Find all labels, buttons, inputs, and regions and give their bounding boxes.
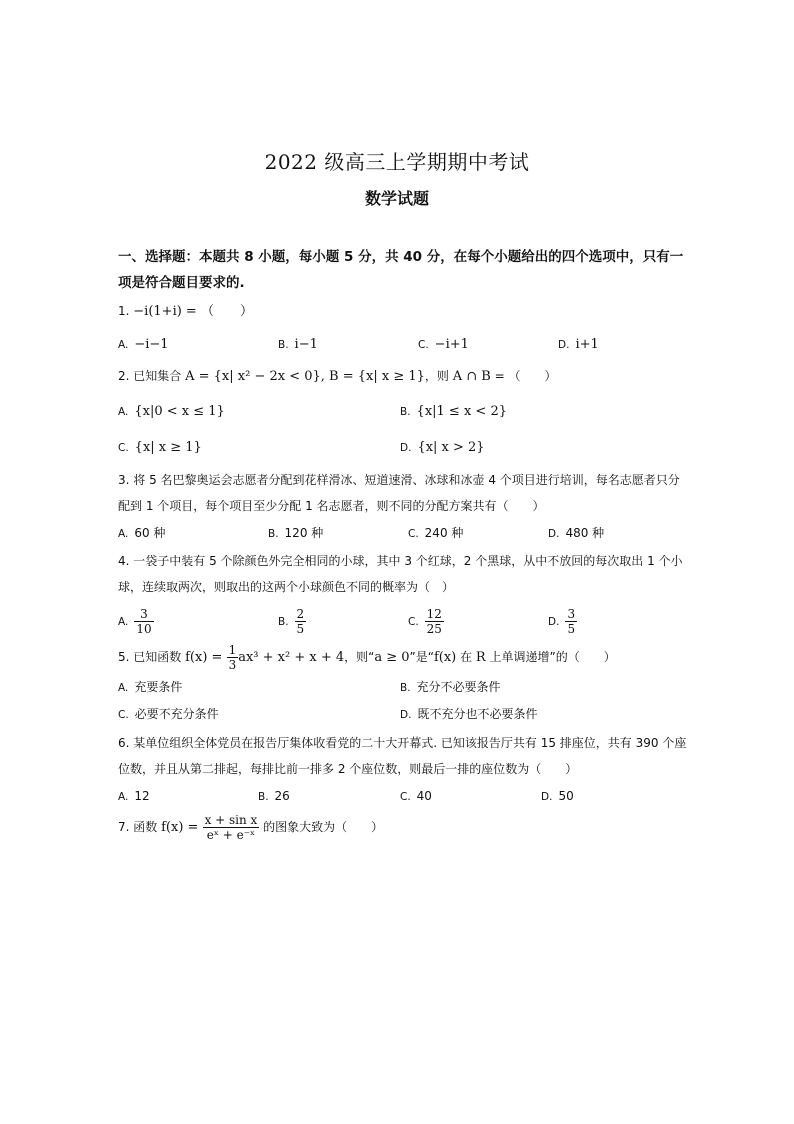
real-numbers-symbol: R — [475, 650, 486, 665]
option-label: C. — [408, 528, 419, 540]
option-d[interactable] — [541, 785, 574, 808]
option-label: A. — [118, 528, 129, 540]
option-text: i−1 — [294, 337, 318, 352]
fraction — [203, 813, 260, 842]
option-label: C. — [400, 791, 411, 803]
question-stem: ，则“ — [344, 650, 375, 664]
option-text: −i−1 — [134, 337, 169, 352]
option-label: C. — [418, 339, 429, 351]
question-number: 5. — [118, 650, 130, 664]
question-stem: ”是“ — [409, 650, 434, 664]
option-a[interactable] — [118, 676, 182, 699]
option-d[interactable] — [548, 604, 577, 639]
option-label: B. — [400, 406, 411, 418]
question-number: 4. — [118, 554, 130, 568]
option-text: 26 — [274, 789, 290, 803]
question-1 — [118, 298, 688, 325]
option-c[interactable] — [408, 522, 463, 545]
fraction — [425, 607, 444, 636]
question-6-options — [118, 785, 678, 807]
fraction — [295, 607, 307, 636]
option-label: C. — [118, 709, 129, 721]
option-text: 60 种 — [134, 526, 166, 540]
question-3-options — [118, 522, 678, 544]
question-5-options-row-2 — [118, 703, 678, 725]
option-label: B. — [278, 339, 289, 351]
option-text: {x| x ≥ 1} — [134, 440, 202, 455]
option-text: 既不充分也不必要条件 — [417, 707, 538, 721]
numerator: 3 — [134, 607, 153, 622]
option-a[interactable] — [118, 522, 165, 545]
question-stem: 已知集合 — [133, 369, 186, 383]
denominator: 5 — [567, 622, 576, 636]
option-c[interactable] — [118, 436, 202, 459]
option-text: {x|0 < x ≤ 1} — [134, 404, 225, 419]
option-text: {x|1 ≤ x < 2} — [416, 404, 507, 419]
option-c[interactable] — [418, 333, 469, 356]
option-text: −i+1 — [434, 337, 469, 352]
question-1-options — [118, 333, 678, 355]
option-text: 充要条件 — [134, 680, 183, 694]
question-2-options-row-1 — [118, 400, 678, 422]
question-6 — [118, 730, 688, 782]
option-c[interactable] — [400, 785, 432, 808]
question-4 — [118, 548, 688, 600]
denominator: 25 — [426, 622, 442, 636]
question-2 — [118, 363, 688, 390]
question-number: 7. — [118, 820, 130, 834]
option-label: D. — [400, 442, 412, 454]
fraction — [227, 643, 239, 672]
denominator: 3 — [228, 658, 237, 672]
exam-subtitle: 数学试题 — [364, 189, 429, 208]
option-label: B. — [400, 682, 411, 694]
option-b[interactable] — [400, 676, 501, 699]
option-d[interactable] — [400, 703, 537, 726]
option-d[interactable] — [400, 436, 485, 459]
function-name: f(x) = — [161, 820, 203, 835]
option-text: i+1 — [575, 337, 599, 352]
question-3 — [118, 467, 688, 519]
option-a[interactable] — [118, 785, 150, 808]
fraction — [134, 607, 153, 636]
option-text: 12 — [134, 789, 150, 803]
question-stem: −i(1+i) = （ ） — [133, 304, 253, 319]
option-label: B. — [278, 616, 289, 628]
numerator: 12 — [426, 607, 442, 621]
option-d[interactable] — [558, 333, 599, 356]
question-stem: 函数 — [133, 820, 162, 834]
option-label: D. — [548, 528, 560, 540]
question-5-options-row-1 — [118, 676, 678, 698]
option-b[interactable] — [278, 333, 318, 356]
option-label: A. — [118, 791, 129, 803]
denominator: 10 — [136, 622, 152, 636]
option-text: 120 种 — [284, 526, 324, 540]
option-text: 50 — [558, 789, 574, 803]
question-stem: = （ ） — [490, 369, 557, 383]
question-5 — [118, 640, 688, 675]
question-number: 2. — [118, 369, 130, 383]
option-text: {x| x > 2} — [417, 440, 485, 455]
option-text: 240 种 — [424, 526, 464, 540]
option-b[interactable] — [400, 400, 507, 423]
numerator: x + sin x — [204, 813, 258, 827]
option-label: A. — [118, 682, 129, 694]
question-2-options-row-2 — [118, 436, 678, 458]
denominator: eˣ + e⁻ˣ — [206, 828, 256, 842]
set-intersection: A ∩ B — [452, 369, 491, 384]
question-stem: 的图象大致为（ ） — [259, 820, 384, 834]
option-text: 必要不充分条件 — [134, 707, 219, 721]
option-a[interactable] — [118, 400, 225, 423]
question-4-options — [118, 604, 678, 638]
question-number: 6. — [118, 736, 130, 750]
function-name: f(x) = — [185, 650, 227, 665]
option-a[interactable] — [118, 333, 169, 356]
question-stem: ，则 — [424, 369, 453, 383]
section-heading: 一、选择题：本题共 8 小题，每小题 5 分，共 40 分，在每个小题给出的四个选项中，只有一项是符合题目要求的. — [118, 249, 684, 291]
option-text: 充分不必要条件 — [416, 680, 501, 694]
option-label: C. — [408, 616, 419, 628]
question-7 — [118, 810, 688, 845]
option-label: B. — [268, 528, 279, 540]
option-label: A. — [118, 406, 129, 418]
numerator: 2 — [296, 607, 305, 621]
option-text: 40 — [416, 789, 432, 803]
function-name: f(x) — [433, 650, 457, 665]
question-number: 1. — [118, 304, 130, 318]
numerator: 1 — [228, 643, 237, 657]
option-d[interactable] — [548, 522, 604, 545]
option-label: D. — [541, 791, 553, 803]
question-number: 3. — [118, 473, 130, 487]
option-label: A. — [118, 339, 129, 351]
exam-title: 2022 级高三上学期期中考试 — [264, 150, 530, 174]
option-b[interactable] — [278, 604, 306, 639]
question-stem: 一袋子中装有 5 个除颜色外完全相同的小球，其中 3 个红球，2 个黑球，从中不放回的每次取出 1 个小球，连续取两次，则取出的这两个小球颜色不同的概率为（ ） — [118, 554, 683, 594]
option-a[interactable] — [118, 604, 154, 639]
fraction — [565, 607, 577, 636]
option-label: B. — [258, 791, 269, 803]
numerator: 3 — [567, 607, 576, 621]
condition: a ≥ 0 — [374, 650, 410, 665]
option-label: C. — [118, 442, 129, 454]
question-stem: 已知函数 — [133, 650, 186, 664]
question-stem: 在 — [456, 650, 476, 664]
option-text: 480 种 — [565, 526, 605, 540]
option-label: D. — [558, 339, 570, 351]
option-label: D. — [548, 616, 560, 628]
question-stem: 某单位组织全体党员在报告厅集体收看党的二十大开幕式. 已知该报告厅共有 15 排座位，共有 390 个座位数，并且从第二排起，每排比前一排多 2 个座位数，则最后一排的座位数为（ ） — [118, 736, 687, 776]
option-c[interactable] — [118, 703, 219, 726]
option-label: A. — [118, 616, 129, 628]
option-label: D. — [400, 709, 412, 721]
option-c[interactable] — [408, 604, 444, 639]
option-b[interactable] — [268, 522, 323, 545]
question-stem: 上单调递增”的（ ） — [485, 650, 616, 664]
option-b[interactable] — [258, 785, 290, 808]
set-definition: A = {x| x² − 2x < 0}, B = {x| x ≥ 1} — [185, 369, 425, 384]
question-stem: 将 5 名巴黎奥运会志愿者分配到花样滑冰、短道速滑、冰球和冰壶 4 个项目进行培训，每名志愿者只分配到 1 个项目，每个项目至少分配 1 名志愿者，则不同的分配方案共有（ ） — [118, 473, 680, 513]
function-expression: ax³ + x² + x + 4 — [238, 650, 345, 665]
denominator: 5 — [296, 622, 305, 636]
